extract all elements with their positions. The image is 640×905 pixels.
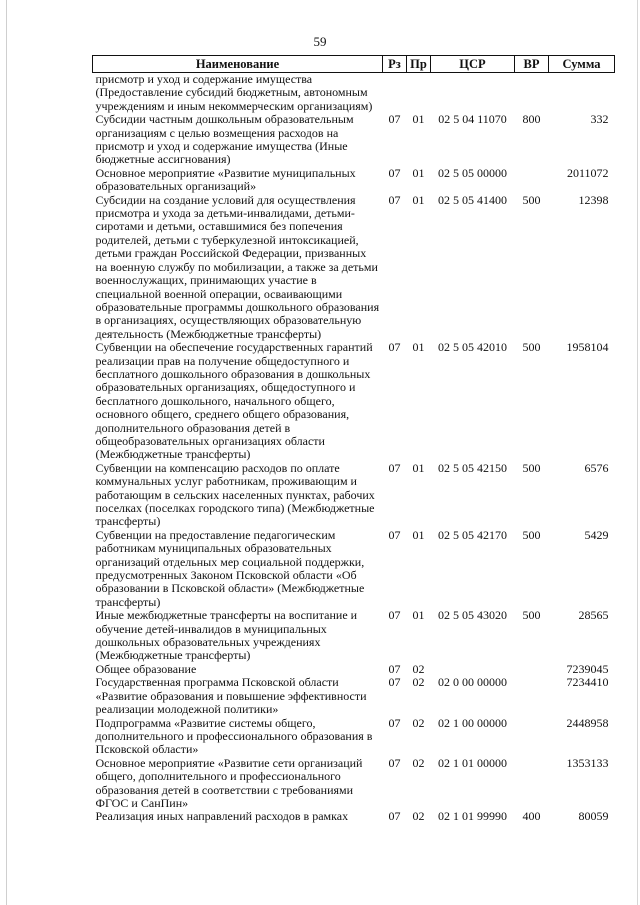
row-name: Субвенции на обеспечение государственных гарантий реализации прав на получение общедоступного и бесплатного дошкольного образования в дошкольных образовательных организациях, общедоступного и бесплатного дошкольного, начального общего, основного общего, среднего общего образования, дополнительного образования детей в общеобразовательных организациях области (Межбюджетные трансферты) [95, 340, 373, 462]
row-sum: 12398 [578, 192, 609, 207]
row-name: Основное мероприятие «Развитие сети организаций общего, дополнительного и профессионального образования детей в соответствии с требованиями ФГОС и СанПин» [95, 755, 363, 810]
row-name: Подпрограмма «Развитие системы общего, дополнительного и профессионального образования в Псковской области» [95, 715, 373, 757]
row-pr: 02 [412, 675, 425, 690]
row-csr: 02 1 01 99990 [438, 809, 507, 824]
row-name: Субвенции на предоставление педагогическим работникам муниципальных образовательных организаций отдельных мер социальной поддержки, предусмотренных Законом Псковской области «Об образовании в Псковской области» (Межбюджетные трансферты) [95, 527, 365, 609]
row-csr: 02 5 05 43020 [438, 608, 507, 623]
table-row [93, 676, 615, 716]
row-vr: 500 [522, 192, 541, 207]
row-sum: 332 [590, 112, 609, 127]
header-name: Наименование [93, 56, 383, 73]
row-rz: 07 [388, 715, 401, 730]
row-vr [515, 167, 549, 194]
row-pr: 02 [412, 755, 425, 770]
row-vr [515, 676, 549, 716]
row-sum: 7234410 [566, 675, 609, 690]
row-csr: 02 5 05 00000 [438, 165, 507, 180]
row-name: Общее образование [95, 661, 197, 676]
row-sum: 7239045 [566, 661, 609, 676]
row-pr: 01 [412, 527, 425, 542]
row-sum: 1353133 [566, 755, 609, 770]
row-sum: 28565 [578, 608, 609, 623]
row-pr: 01 [412, 608, 425, 623]
row-pr: 02 [412, 809, 425, 824]
row-sum: 1958104 [566, 340, 609, 355]
row-pr: 02 [412, 661, 425, 676]
row-rz: 07 [388, 661, 401, 676]
row-pr: 02 [412, 715, 425, 730]
row-rz: 07 [388, 165, 401, 180]
row-name: Иные межбюджетные трансферты на воспитание и обучение детей-инвалидов в муниципальных дошкольных образовательных учреждениях (Межбюджетные трансферты) [95, 608, 358, 663]
header-sum: Сумма [549, 56, 615, 73]
table-row [93, 609, 615, 663]
table-row [93, 462, 615, 529]
scan-edge-right [637, 0, 638, 905]
row-pr: 01 [412, 340, 425, 355]
row-sum: 6576 [584, 460, 609, 475]
row-vr: 800 [522, 112, 541, 127]
row-rz: 07 [388, 112, 401, 127]
row-csr: 02 5 05 42150 [438, 460, 507, 475]
row-csr: 02 1 01 00000 [438, 755, 507, 770]
row-name: Государственная программа Псковской области «Развитие образования и повышение эффективности реализации молодежной политики» [95, 675, 367, 717]
row-sum: 5429 [584, 527, 609, 542]
row-csr: 02 5 05 42010 [438, 340, 507, 355]
row-vr [515, 717, 549, 757]
row-vr [515, 757, 549, 811]
row-pr: 01 [412, 165, 425, 180]
table-header-row [93, 56, 615, 73]
row-vr: 400 [522, 809, 541, 824]
row-name: присмотр и уход и содержание имущества (Предоставление субсидий бюджетным, автономным учреждениям и иным некоммерческим организациям) [95, 72, 373, 113]
header-vr: ВР [515, 56, 549, 73]
row-name: Субвенции на компенсацию расходов по оплате коммунальных услуг работникам, проживающим и работающим в сельских населенных пунктах, рабочих поселках (поселках городского типа) (Межбюджетные трансферты) [95, 460, 375, 529]
row-sum: 2448958 [566, 715, 609, 730]
header-rz: Рз [383, 56, 407, 73]
table-row [93, 73, 615, 114]
table-row [93, 167, 615, 194]
row-vr: 500 [522, 608, 541, 623]
row-sum: 2011072 [566, 165, 609, 180]
row-pr [407, 73, 431, 114]
row-vr: 500 [522, 527, 541, 542]
table-row [93, 663, 615, 676]
row-csr: 02 5 05 41400 [438, 192, 507, 207]
header-pr: Пр [407, 56, 431, 73]
page-number: 59 [313, 34, 327, 49]
row-rz: 07 [388, 675, 401, 690]
row-name: Субсидии частным дошкольным образовательным организациям с целью возмещения расходов на присмотр и уход и содержание имущества (Иные бюджетные ассигнования) [95, 112, 354, 167]
scan-edge-left [6, 0, 7, 905]
row-pr: 01 [412, 192, 425, 207]
row-rz: 07 [388, 460, 401, 475]
row-name: Субсидии на создание условий для осуществления присмотра и ухода за детьми-инвалидами, детьми-сиротами и детьми, оставшимися без попечения родителей, детьми с туберкулезной интоксикацией, детьми граждан Российской Федерации, призванных на военную службу по мобилизации, а также за детьми военнослужащих, принимающих участие в специальной военной операции, осваивающими образовательные программы дошкольного образования в организациях, осуществляющих образовательную деятельность (Межбюджетные трансферты) [95, 192, 380, 341]
table-row [93, 113, 615, 167]
row-rz: 07 [388, 527, 401, 542]
row-vr: 500 [522, 460, 541, 475]
row-rz: 07 [388, 340, 401, 355]
budget-table [92, 55, 615, 824]
table-row [93, 341, 615, 462]
table-row [93, 529, 615, 609]
row-rz [383, 73, 407, 114]
row-sum: 80059 [578, 809, 609, 824]
table-row [93, 194, 615, 341]
row-pr: 01 [412, 460, 425, 475]
table-row [93, 757, 615, 811]
table-row [93, 717, 615, 757]
row-csr: 02 5 05 42170 [438, 527, 507, 542]
row-vr: 500 [522, 340, 541, 355]
row-csr: 02 1 00 00000 [438, 715, 507, 730]
table-row [93, 810, 615, 823]
row-csr: 02 5 04 11070 [438, 112, 507, 127]
row-csr [431, 663, 515, 676]
row-sum [549, 73, 615, 114]
row-name: Реализация иных направлений расходов в рамках [95, 809, 349, 824]
header-csr: ЦСР [431, 56, 515, 73]
row-csr [431, 73, 515, 114]
row-rz: 07 [388, 608, 401, 623]
row-vr [515, 663, 549, 676]
row-rz: 07 [388, 809, 401, 824]
row-vr [515, 73, 549, 114]
row-rz: 07 [388, 755, 401, 770]
row-rz: 07 [388, 192, 401, 207]
row-csr: 02 0 00 00000 [438, 675, 507, 690]
row-pr: 01 [412, 112, 425, 127]
row-name: Основное мероприятие «Развитие муниципальных образовательных организаций» [95, 165, 356, 194]
